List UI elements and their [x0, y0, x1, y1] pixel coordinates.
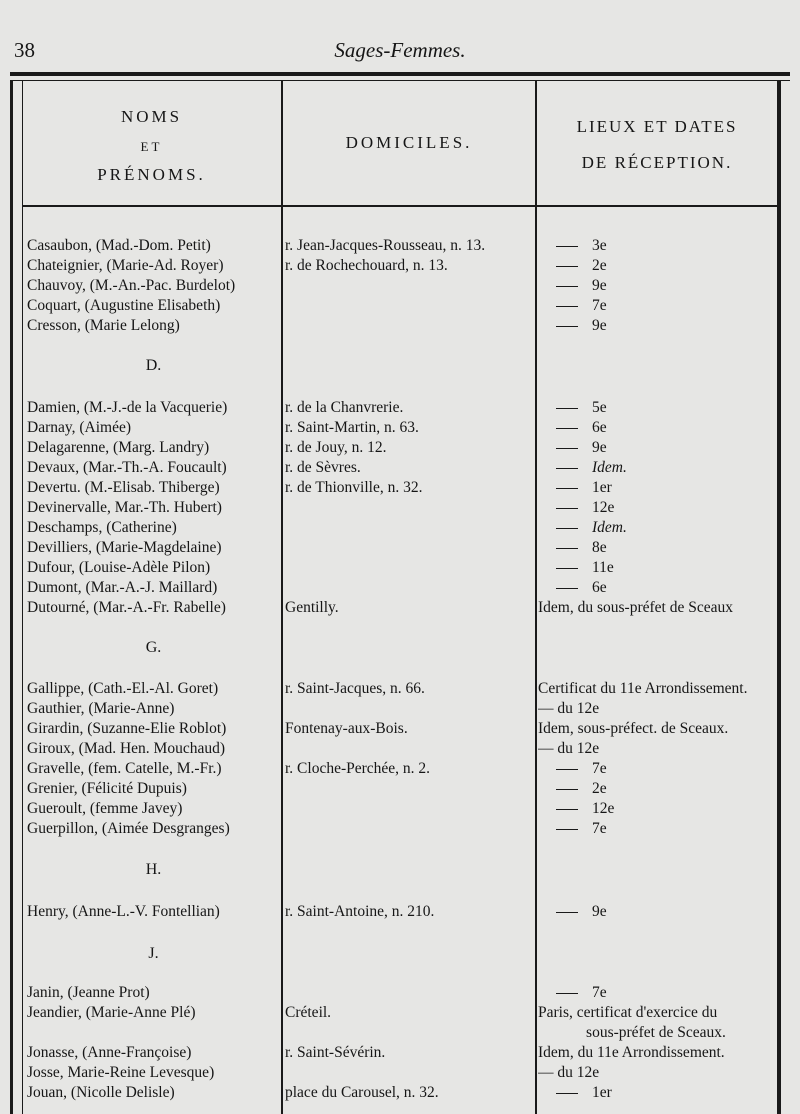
reception-arrondissement: 2e	[592, 257, 607, 274]
entry-domicile	[285, 316, 535, 336]
running-title: Sages-Femmes.	[334, 38, 466, 62]
ditto-dash	[556, 266, 578, 268]
entry-name: Chauvoy, (M.-An.-Pac. Burdelot)	[27, 277, 236, 294]
entry-domicile: r. de Jouy, n. 12.	[285, 439, 387, 456]
ditto-dash	[556, 568, 578, 570]
entry-reception	[538, 256, 774, 276]
section-letter: J.	[148, 945, 159, 962]
entry-reception	[538, 518, 774, 538]
reception-header-line1: LIEUX ET DATES	[576, 117, 738, 136]
entry-name: Devaux, (Mar.-Th.-A. Foucault)	[27, 459, 227, 476]
entry-reception	[538, 398, 774, 418]
entry-name: Devilliers, (Marie-Magdelaine)	[27, 539, 222, 556]
reception-arrondissement: 3e	[592, 237, 607, 254]
entry-name: Damien, (M.-J.-de la Vacquerie)	[27, 399, 228, 416]
header-separator-2	[283, 205, 535, 207]
entry-name: Devertu. (M.-Elisab. Thiberge)	[27, 479, 220, 496]
table-border-right	[777, 80, 781, 1114]
section-letter: H.	[145, 861, 162, 878]
reception-arrondissement: 9e	[592, 277, 607, 294]
entry-reception	[538, 418, 774, 438]
entry-name: Gallippe, (Cath.-El.-Al. Goret)	[27, 680, 219, 697]
reception-arrondissement: 7e	[592, 984, 607, 1001]
ditto-dash	[556, 829, 578, 831]
entry-name: Giroux, (Mad. Hen. Mouchaud)	[27, 740, 226, 757]
entry-name: Jeandier, (Marie-Anne Plé)	[27, 1004, 196, 1021]
reception-arrondissement: 6e	[592, 579, 607, 596]
entry-name: Coquart, (Augustine Elisabeth)	[27, 297, 221, 314]
reception-arrondissement: 7e	[592, 760, 607, 777]
section-letter: G.	[145, 639, 162, 656]
entry-reception: — du 12e	[538, 740, 600, 757]
names-header-line2: ET	[140, 139, 163, 154]
reception-arrondissement: 12e	[592, 800, 615, 817]
entry-domicile: Créteil.	[285, 1004, 332, 1021]
ditto-dash	[556, 488, 578, 490]
entry-domicile: r. Cloche-Perchée, n. 2.	[285, 760, 431, 777]
entry-reception	[538, 236, 774, 256]
entry-name: Dumont, (Mar.-A.-J. Maillard)	[27, 579, 218, 596]
ditto-dash	[556, 528, 578, 530]
entry-domicile	[285, 558, 535, 578]
entry-reception: Idem, du 11e Arrondissement.	[538, 1044, 725, 1061]
entry-name: Casaubon, (Mad.-Dom. Petit)	[27, 237, 211, 254]
column-divider-1	[281, 80, 283, 1114]
entry-domicile	[285, 1023, 535, 1043]
reception-arrondissement: 6e	[592, 419, 607, 436]
entry-name: Gueroult, (femme Javey)	[27, 800, 183, 817]
column-header-domicile: DOMICILES.	[345, 133, 473, 152]
entry-name: Delagarenne, (Marg. Landry)	[27, 439, 210, 456]
entry-reception	[538, 458, 774, 478]
entry-name: Deschamps, (Catherine)	[27, 519, 177, 536]
entry-reception	[538, 799, 774, 819]
ditto-dash	[556, 246, 578, 248]
reception-arrondissement: 2e	[592, 780, 607, 797]
entry-domicile	[285, 276, 535, 296]
entry-name: Henry, (Anne-L.-V. Fontellian)	[27, 903, 220, 920]
entry-reception	[538, 983, 774, 1003]
ditto-dash	[556, 548, 578, 550]
reception-arrondissement: 11e	[592, 559, 614, 576]
entry-name: Cresson, (Marie Lelong)	[27, 317, 180, 334]
entry-name	[27, 1023, 280, 1043]
entry-name: Gravelle, (fem. Catelle, M.-Fr.)	[27, 760, 222, 777]
entry-reception: Certificat du 11e Arrondissement.	[538, 680, 748, 697]
entry-reception: Idem, du sous-préfet de Sceaux	[538, 599, 733, 616]
ditto-dash	[556, 508, 578, 510]
entry-name: Jouan, (Nicolle Delisle)	[27, 1084, 175, 1101]
ditto-dash	[556, 286, 578, 288]
entry-name: Devinervalle, Mar.-Th. Hubert)	[27, 499, 222, 516]
entry-domicile: r. de la Chanvrerie.	[285, 399, 404, 416]
table-border-left	[10, 80, 13, 1114]
header-separator-1	[22, 205, 281, 207]
entry-name: Janin, (Jeanne Prot)	[27, 984, 150, 1001]
entry-reception: — du 12e	[538, 1064, 600, 1081]
entry-reception	[538, 276, 774, 296]
entry-domicile: r. Saint-Jacques, n. 66.	[285, 680, 425, 697]
entry-name: Dutourné, (Mar.-A.-Fr. Rabelle)	[27, 599, 226, 616]
entry-reception	[538, 296, 774, 316]
entry-name: Darnay, (Aimée)	[27, 419, 131, 436]
ditto-dash	[556, 448, 578, 450]
ditto-dash	[556, 468, 578, 470]
entry-domicile: r. de Sèvres.	[285, 459, 361, 476]
reception-arrondissement: 9e	[592, 903, 607, 920]
entry-reception: — du 12e	[538, 700, 600, 717]
entry-reception: Idem, sous-préfect. de Sceaux.	[538, 720, 729, 737]
entry-name: Girardin, (Suzanne-Elie Roblot)	[27, 720, 227, 737]
entry-domicile	[285, 538, 535, 558]
reception-arrondissement: Idem.	[592, 459, 627, 476]
entry-name: Grenier, (Félicité Dupuis)	[27, 780, 187, 797]
ditto-dash	[556, 993, 578, 995]
entry-reception	[538, 578, 774, 598]
entry-domicile	[285, 799, 535, 819]
entry-domicile: r. Jean-Jacques-Rousseau, n. 13.	[285, 237, 486, 254]
ditto-dash	[556, 588, 578, 590]
entry-name: Gauthier, (Marie-Anne)	[27, 700, 175, 717]
entry-domicile	[285, 518, 535, 538]
entry-name: Guerpillon, (Aimée Desgranges)	[27, 820, 230, 837]
top-rule-thin	[10, 80, 790, 81]
entry-domicile: Fontenay-aux-Bois.	[285, 720, 408, 737]
ditto-dash	[556, 408, 578, 410]
reception-arrondissement: Idem.	[592, 519, 627, 536]
entry-reception	[538, 558, 774, 578]
page-number: 38	[14, 38, 35, 62]
table-border-left-inner	[22, 80, 23, 1114]
reception-arrondissement: 1er	[592, 479, 612, 496]
header-separator-3	[537, 205, 777, 207]
entry-reception	[538, 902, 774, 922]
entry-domicile	[285, 699, 535, 719]
entry-name: Dufour, (Louise-Adèle Pilon)	[27, 559, 211, 576]
ditto-dash	[556, 912, 578, 914]
ditto-dash	[556, 306, 578, 308]
reception-arrondissement: 8e	[592, 539, 607, 556]
entry-reception	[538, 759, 774, 779]
entry-reception: sous-préfet de Sceaux.	[586, 1024, 726, 1041]
reception-arrondissement: 7e	[592, 297, 607, 314]
reception-header-line2: DE RÉCEPTION.	[581, 153, 733, 172]
ditto-dash	[556, 769, 578, 771]
entry-reception	[538, 478, 774, 498]
entry-domicile: place du Carousel, n. 32.	[285, 1084, 439, 1101]
top-rule	[10, 72, 790, 76]
entry-reception	[538, 779, 774, 799]
reception-arrondissement: 1er	[592, 1084, 612, 1101]
ditto-dash	[556, 809, 578, 811]
entry-domicile	[285, 578, 535, 598]
entry-domicile	[285, 739, 535, 759]
reception-arrondissement: 9e	[592, 439, 607, 456]
entry-name: Chateignier, (Marie-Ad. Royer)	[27, 257, 224, 274]
entry-reception: Paris, certificat d'exercice du	[538, 1004, 718, 1021]
names-header-line1: NOMS	[120, 107, 183, 126]
entry-reception	[538, 1083, 774, 1103]
column-divider-2	[535, 80, 537, 1114]
entry-domicile	[285, 498, 535, 518]
ditto-dash	[556, 326, 578, 328]
entry-reception	[538, 819, 774, 839]
entry-domicile	[285, 819, 535, 839]
entry-domicile	[285, 1063, 535, 1083]
entry-name: Josse, Marie-Reine Levesque)	[27, 1064, 215, 1081]
entry-domicile: r. de Rochechouard, n. 13.	[285, 257, 448, 274]
entry-domicile: r. de Thionville, n. 32.	[285, 479, 423, 496]
entry-reception	[538, 538, 774, 558]
ditto-dash	[556, 428, 578, 430]
entry-domicile: r. Saint-Antoine, n. 210.	[285, 903, 435, 920]
entry-domicile	[285, 983, 535, 1003]
entry-domicile	[285, 296, 535, 316]
entry-domicile: r. Saint-Sévérin.	[285, 1044, 386, 1061]
ditto-dash	[556, 789, 578, 791]
entry-domicile: r. Saint-Martin, n. 63.	[285, 419, 419, 436]
entry-reception	[538, 438, 774, 458]
ditto-dash	[556, 1093, 578, 1095]
entry-name: Jonasse, (Anne-Françoise)	[27, 1044, 192, 1061]
names-header-line3: PRÉNOMS.	[97, 165, 206, 184]
reception-arrondissement: 5e	[592, 399, 607, 416]
reception-arrondissement: 7e	[592, 820, 607, 837]
entry-reception	[538, 316, 774, 336]
reception-arrondissement: 12e	[592, 499, 615, 516]
entry-domicile: Gentilly.	[285, 599, 339, 616]
entry-reception	[538, 498, 774, 518]
entry-domicile	[285, 779, 535, 799]
section-letter: D.	[145, 357, 162, 374]
reception-arrondissement: 9e	[592, 317, 607, 334]
